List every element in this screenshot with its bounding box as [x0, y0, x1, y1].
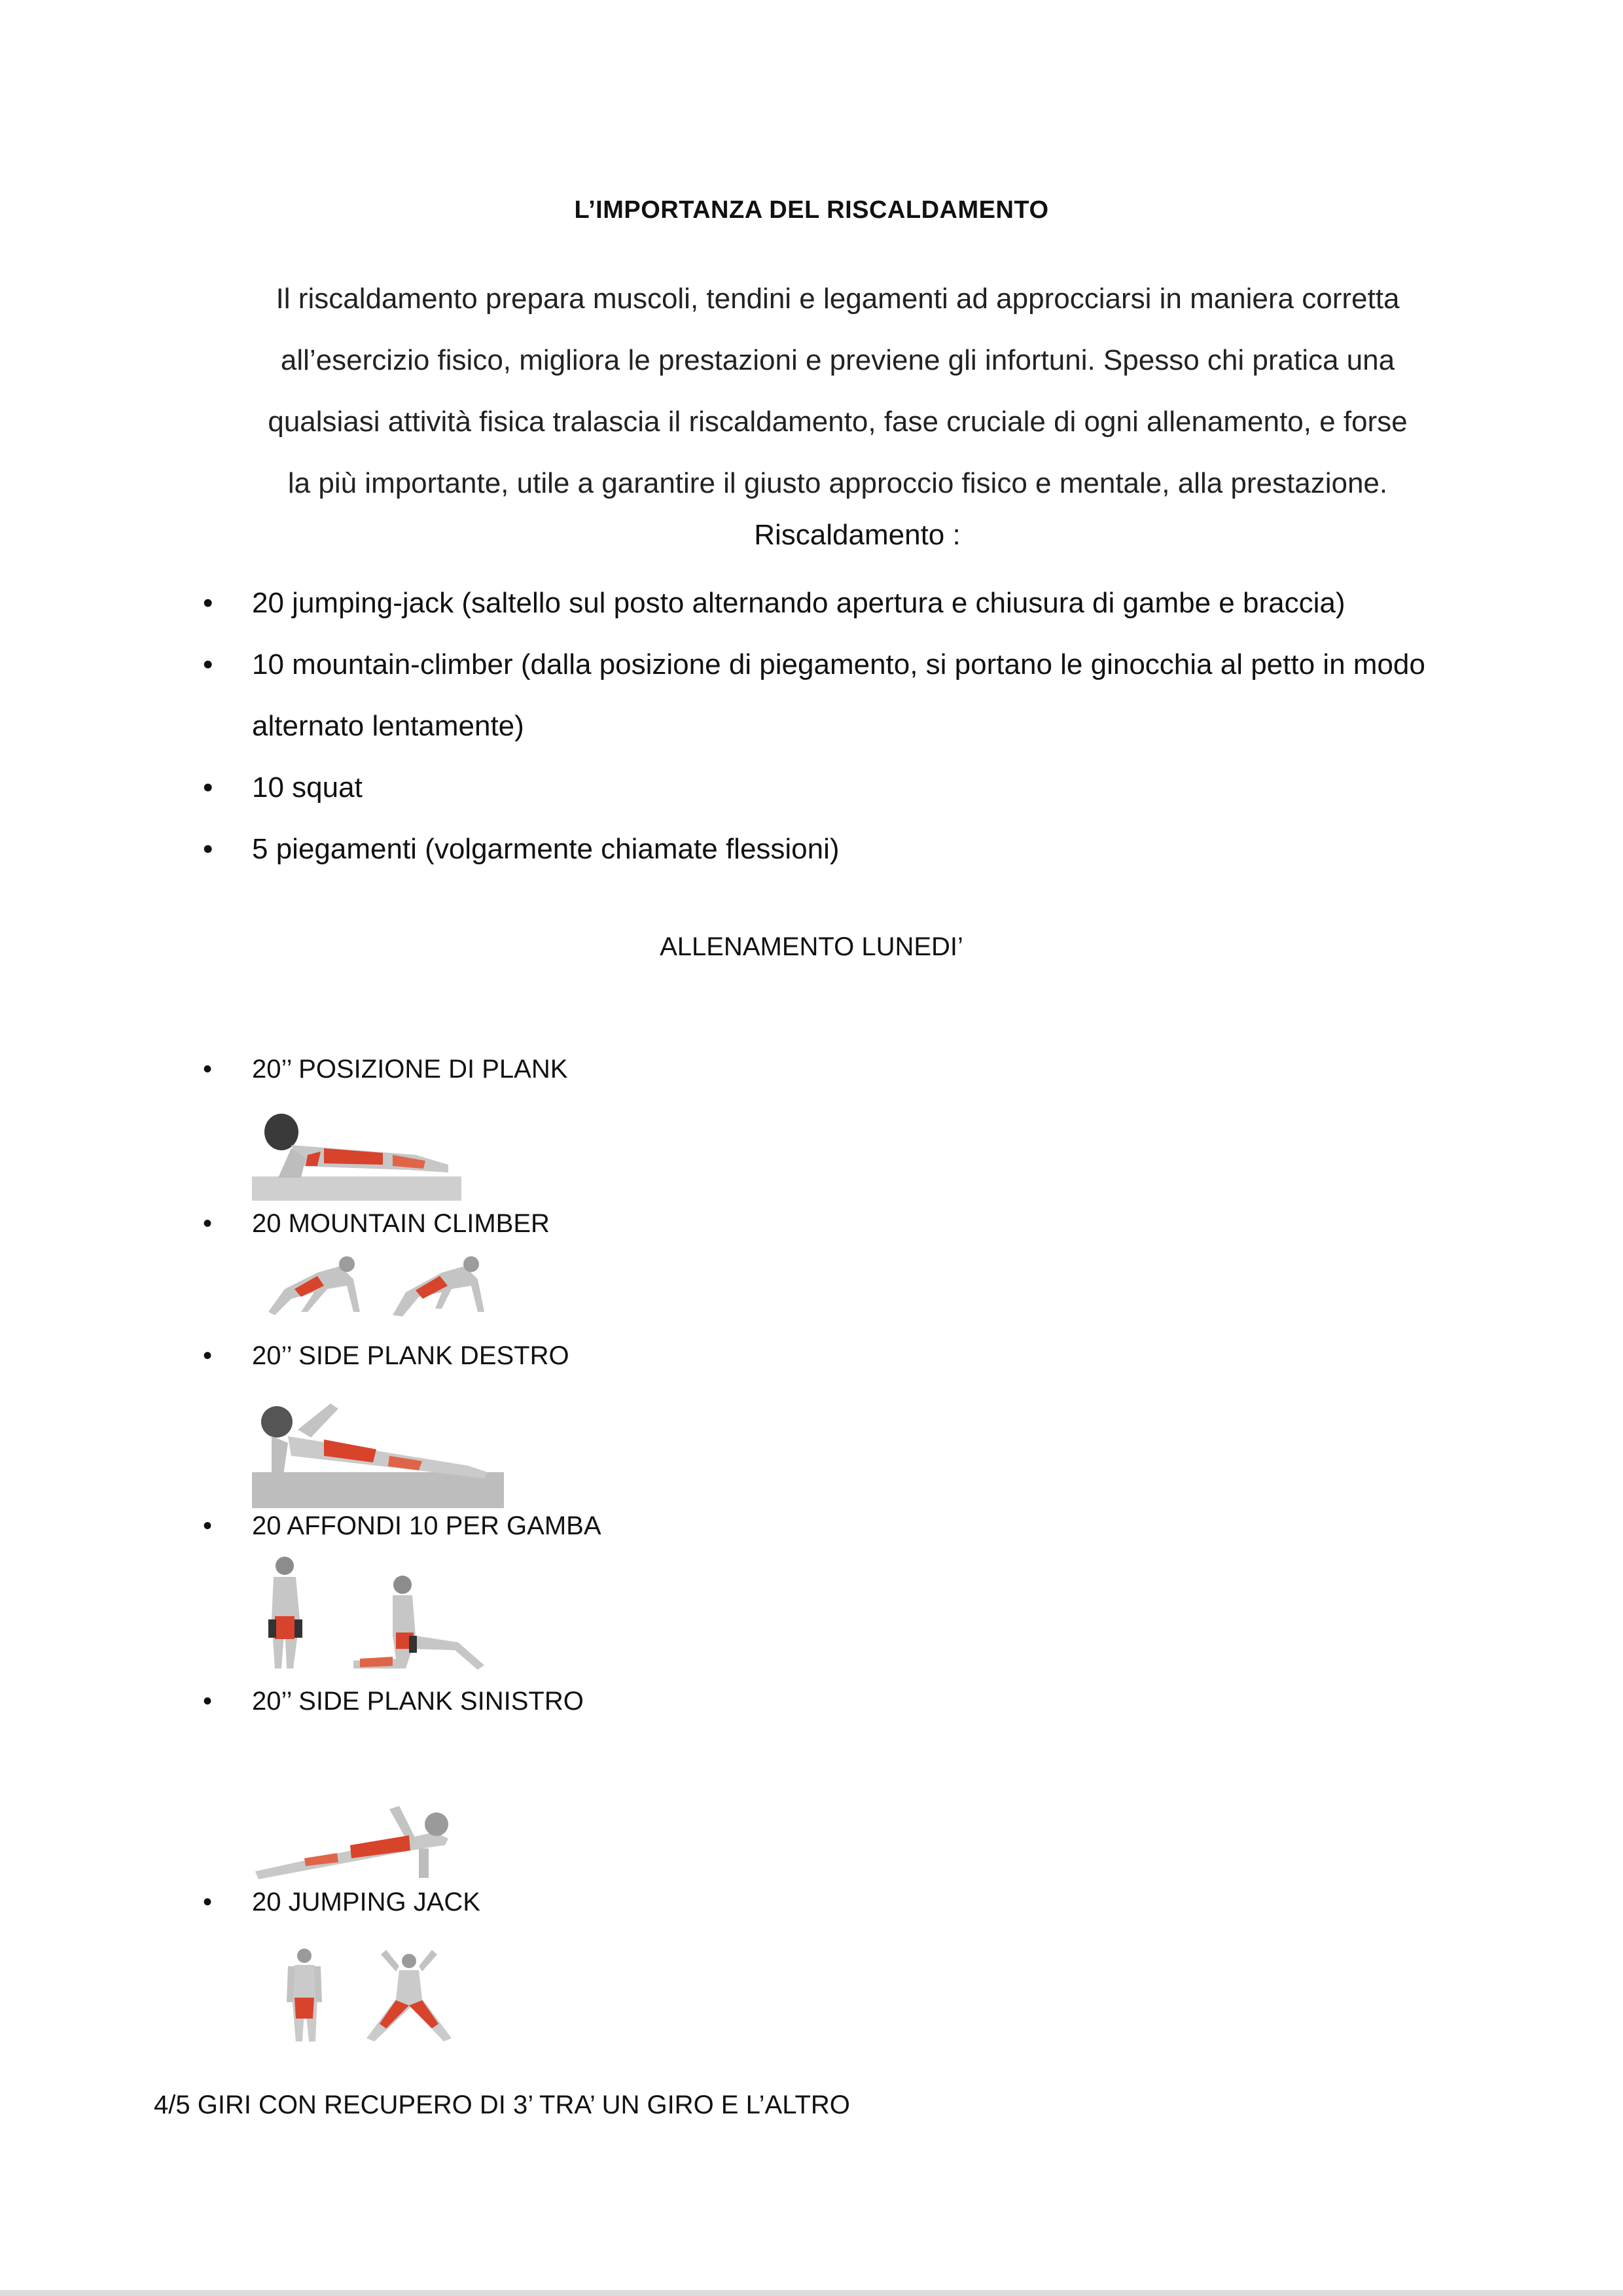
intro-line: all’esercizio fisico, migliora le prestazioni e previene gli infortuni. Spesso chi pratica una — [280, 344, 1395, 376]
bullet-icon: • — [203, 1341, 213, 1370]
lunges-illustration — [255, 1554, 491, 1675]
page-title: L’IMPORTANZA DEL RISCALDAMENTO — [574, 196, 1049, 224]
side-plank-right-illustration — [252, 1390, 504, 1508]
page-bottom-edge — [0, 2290, 1623, 2296]
intro-line: la più importante, utile a garantire il giusto approccio fisico e mentale, alla prestazione. — [287, 467, 1388, 499]
list-item: • 10 squat — [203, 757, 1512, 819]
bullet-icon: • — [203, 1687, 213, 1716]
exercise-label: 20’’ SIDE PLANK DESTRO — [252, 1341, 569, 1370]
bullet-icon: • — [203, 1511, 213, 1540]
plank-illustration — [252, 1093, 461, 1201]
intro-line: Il riscaldamento prepara muscoli, tendini e legamenti ad approcciarsi in maniera corretta — [276, 283, 1400, 315]
list-item — [203, 634, 1512, 757]
exercise-label: 20 MOUNTAIN CLIMBER — [252, 1209, 550, 1238]
bullet-icon: • — [203, 1888, 213, 1916]
exercise-label: 20 AFFONDI 10 PER GAMBA — [252, 1511, 601, 1540]
exercise-label: 20 JUMPING JACK — [252, 1888, 480, 1916]
intro-paragraph — [249, 268, 1427, 514]
side-plank-left-illustration — [252, 1793, 455, 1884]
exercise-label: 20’’ POSIZIONE DI PLANK — [252, 1055, 568, 1084]
exercise-label: 20’’ SIDE PLANK SINISTRO — [252, 1687, 584, 1716]
jumping-jack-illustration — [281, 1947, 465, 2045]
list-item-text: • 10 mountain-climber (dalla posizione di piegamento, si portano le ginocchia al petto in modo alternato lentamente) — [252, 648, 1425, 742]
intro-line: qualsiasi attività fisica tralascia il riscaldamento, fase cruciale di ogni allenamento, e forse — [268, 406, 1408, 438]
workout-heading: ALLENAMENTO LUNEDI’ — [660, 932, 963, 961]
mountain-climber-illustration — [255, 1250, 497, 1322]
warmup-list — [203, 573, 1512, 880]
list-item: • 20 jumping-jack (saltello sul posto alternando apertura e chiusura di gambe e braccia) — [203, 573, 1512, 634]
list-item: • 5 piegamenti (volgarmente chiamate flessioni) — [203, 819, 1512, 880]
footer-note: 4/5 GIRI CON RECUPERO DI 3’ TRA’ UN GIRO E L’ALTRO — [154, 2091, 850, 2119]
bullet-icon: • — [203, 1209, 213, 1238]
warmup-heading: Riscaldamento : — [754, 519, 961, 551]
bullet-icon: • — [203, 1055, 213, 1084]
